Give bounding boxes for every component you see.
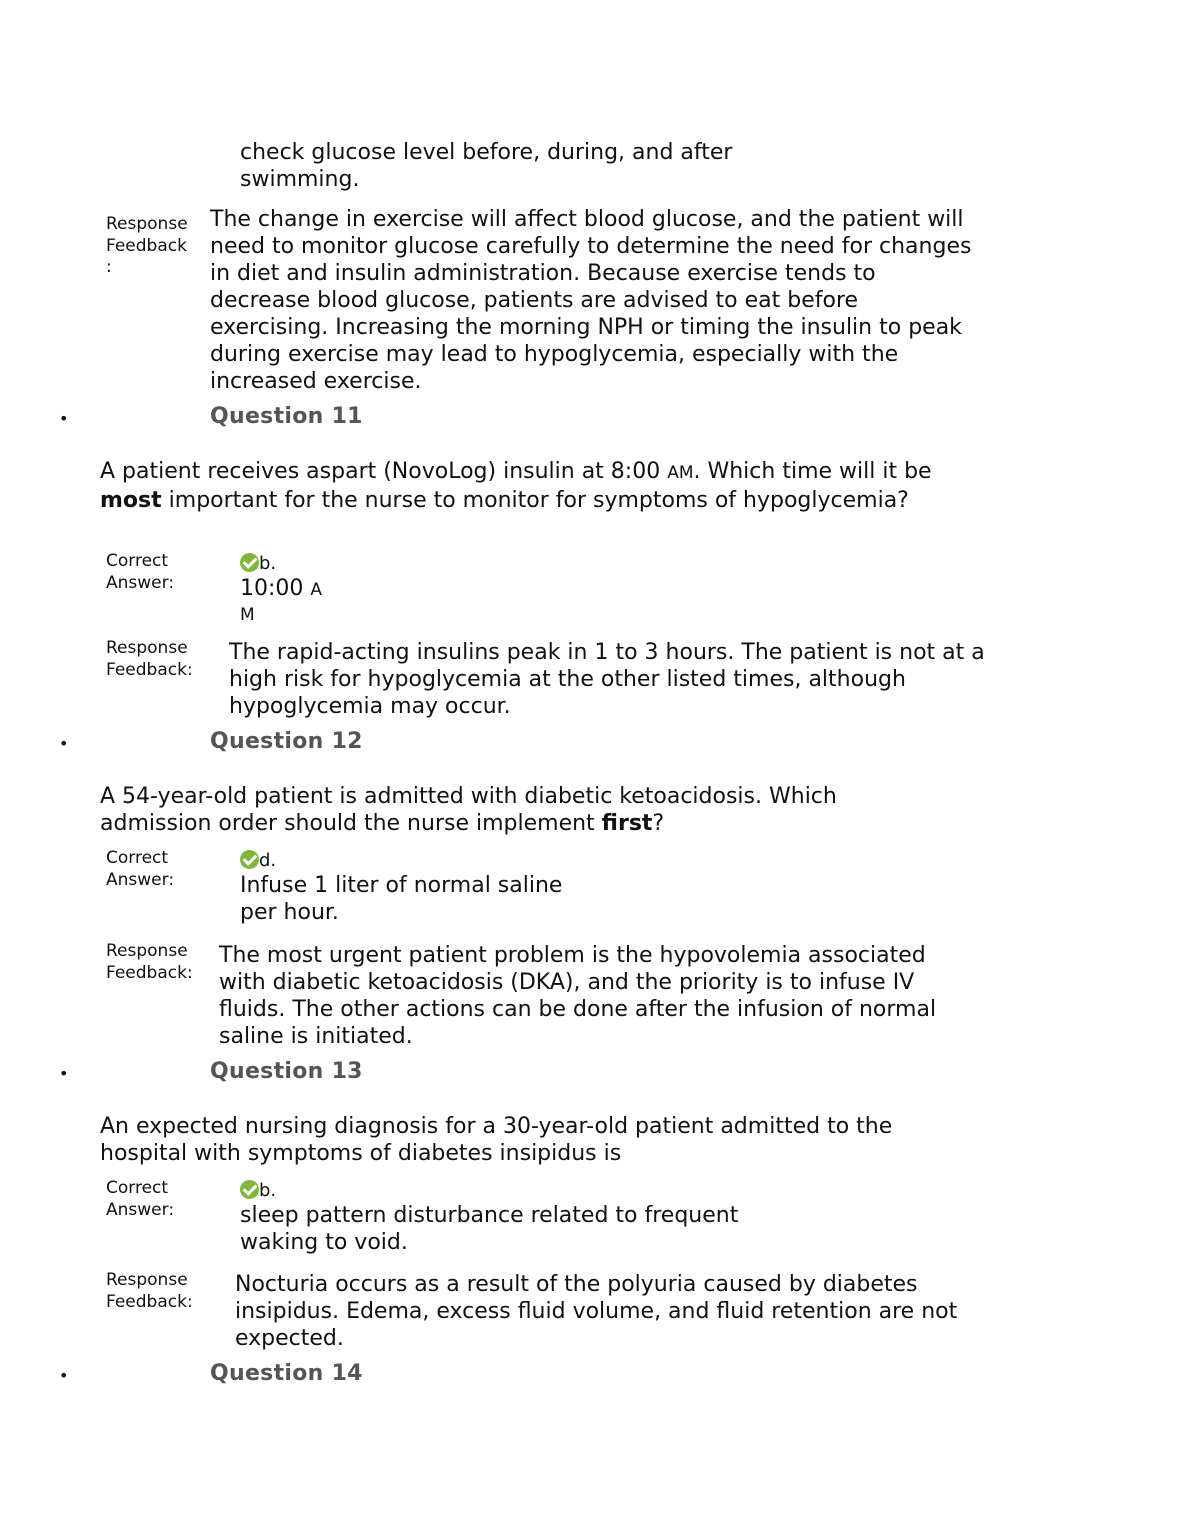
correct-answer: d. Infuse 1 liter of normal saline per hour. [240, 850, 563, 925]
previous-answer-continued: check glucose level before, during, and after swimming. [240, 140, 733, 192]
question-title: Question 11 [210, 404, 363, 429]
question-title: Question 12 [210, 729, 363, 754]
question-title: Question 13 [210, 1059, 363, 1084]
list-bullet: • [59, 734, 69, 753]
question-prompt: A 54-year-old patient is admitted with diabetic ketoacidosis. Which admission order should the nurse implement first? [100, 784, 837, 836]
list-bullet: • [59, 1064, 69, 1083]
response-feedback-label: Response Feedback: [106, 941, 193, 983]
correct-answer: b. 10:00 A M [240, 553, 323, 625]
response-feedback-label: Response Feedback: [106, 1270, 193, 1312]
check-icon [240, 850, 259, 869]
list-bullet: • [59, 409, 69, 428]
response-feedback-text: Nocturia occurs as a result of the polyuria caused by diabetes insipidus. Edema, excess fluid volume, and fluid retention are not expected. [235, 1272, 958, 1351]
question-title: Question 14 [210, 1361, 363, 1386]
correct-answer-label: Correct Answer: [106, 551, 175, 593]
question-prompt: An expected nursing diagnosis for a 30-year-old patient admitted to the hospital with symptoms of diabetes insipidus is [100, 1114, 893, 1166]
correct-answer-label: Correct Answer: [106, 1178, 175, 1220]
response-feedback-label: Response Feedback: [106, 638, 193, 680]
check-icon [240, 1180, 259, 1199]
correct-answer-label: Correct Answer: [106, 848, 175, 890]
response-feedback-text: The most urgent patient problem is the hypovolemia associated with diabetic ketoacidosis (DKA), and the priority is to infuse IV fluids. The other actions can be done after the infusion of normal saline is initiated. [219, 943, 937, 1049]
correct-answer: b. sleep pattern disturbance related to frequent waking to void. [240, 1180, 739, 1255]
check-icon [240, 553, 259, 572]
question-prompt: A patient receives aspart (NovoLog) insulin at 8:00 AM. Which time will it be most important for the nurse to monitor for symptoms of hypoglycemia? [100, 459, 932, 513]
response-feedback-text: The change in exercise will affect blood glucose, and the patient will need to monitor glucose carefully to determine the need for changes in diet and insulin administration. Because exercise tends to decrease blood glucose, patients are advised to eat before exercising. Increasing the morning NPH or timing the insulin to peak during exercise may lead to hypoglycemia, especially with the increased exercise. [210, 207, 972, 394]
response-feedback-text: The rapid-acting insulins peak in 1 to 3 hours. The patient is not at a high risk for hypoglycemia at the other listed times, although hypoglycemia may occur. [229, 640, 985, 719]
response-feedback-label: Response Feedback : [106, 214, 188, 277]
list-bullet: • [59, 1366, 69, 1385]
